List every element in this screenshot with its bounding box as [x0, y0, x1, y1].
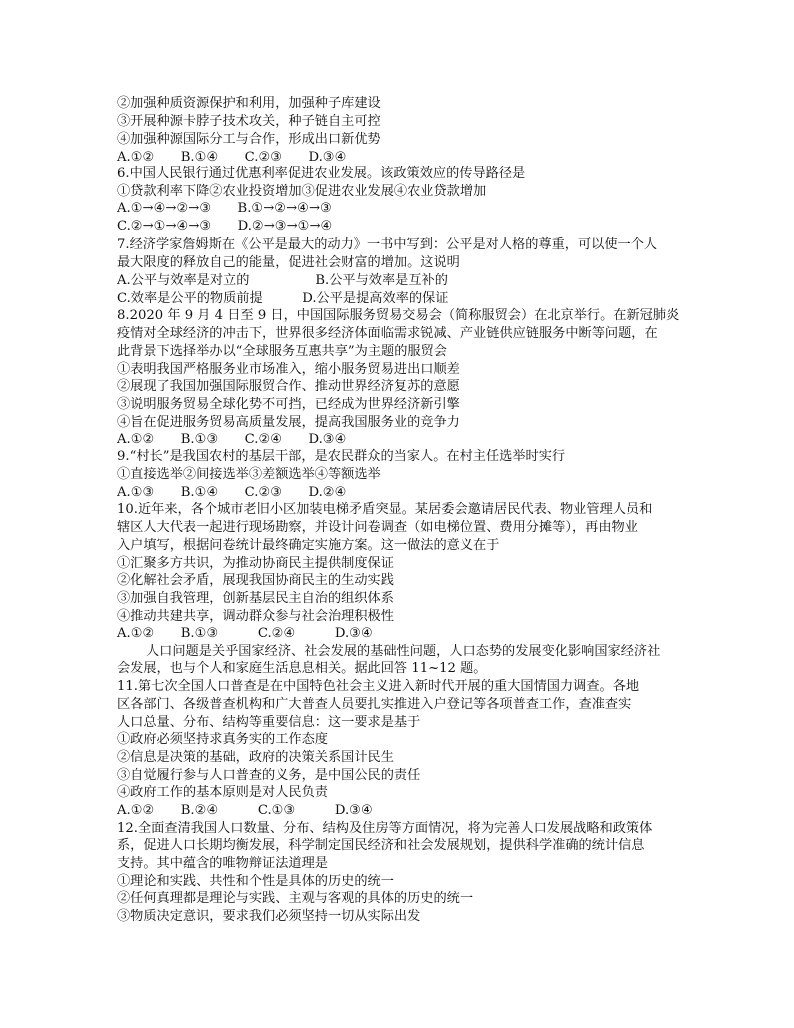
text-line: ②展现了我国加强国际服贸合作、推动世界经济复苏的意愿: [117, 379, 460, 394]
text-line: ③加强自我管理，创新基层民主自治的组织体系: [117, 591, 394, 606]
text-line: ②加强种质资源保护和利用，加强种子库建设: [117, 96, 381, 111]
text-line: ④加强种源国际分工与合作，形成出口新优势: [117, 132, 381, 147]
text-line: ④旨在促进服务贸易高质量发展，提高我国服务业的竞争力: [117, 415, 460, 430]
text-line: ①理论和实践、共性和个性是具体的历史的统一: [117, 874, 394, 889]
text-line: 辖区人大代表一起进行现场勘察，并设计问卷调查（如电梯位置、费用分摊等），再由物业: [117, 520, 638, 535]
text-line: 入户填写，根据问卷统计最终确定实施方案。这一做法的意义在于: [117, 538, 500, 553]
text-line: 人口总量、分布、结构等重要信息：这一要求是基于: [117, 715, 421, 730]
text-line: ②任何真理都是理论与实践、主观与客观的具体的历史的统一: [117, 891, 474, 906]
question-8: 8.2020 年 9 月 4 日至 9 日，中国国际服务贸易交易会（简称服贸会）在北京举行。在新冠肺炎: [117, 308, 680, 323]
answer-options: A.①→④→②→③ B.①→②→④→③: [117, 201, 332, 216]
text-line: ①贷款利率下降②农业投资增加③促进农业发展④农业贷款增加: [117, 184, 487, 199]
text-line: ④政府工作的基本原则是对人民负责: [117, 785, 328, 800]
answer-options: A.①② B.②④ C.①③ D.③④: [117, 803, 373, 818]
text-line: 系，促进人口长期均衡发展，科学制定国民经济和社会发展规划，提供科学准确的统计信息: [117, 838, 645, 853]
text-line: ②信息是决策的基础，政府的决策关系国计民生: [117, 750, 394, 765]
answer-options: C.效率是公平的物质前提 D.公平是提高效率的保证: [117, 291, 449, 306]
text-line: ①表明我国严格服务业市场准入，缩小服务贸易进出口顺差: [117, 362, 460, 377]
text-line: ③开展种源卡脖子技术攻关，种子链自主可控: [117, 114, 381, 129]
question-7: 7.经济学家詹姆斯在《公平是最大的动力》一书中写到：公平是对人格的尊重，可以使一个人: [117, 237, 658, 252]
answer-options: C.②→①→④→③ D.②→③→①→④: [117, 219, 333, 234]
text-line: 支持。其中蕴含的唯物辩证法道理是: [117, 856, 328, 871]
question-12: 12.全面查清我国人口数量、分布、结构及住房等方面情况，将为完善人口发展战略和政策体: [117, 821, 653, 836]
text-line: 区各部门、各级普查机构和广大普查人员要扎实推进入户登记等各项普查工作，查准查实: [117, 697, 632, 712]
text-line: ①政府必须坚持求真务实的工作态度: [117, 732, 328, 747]
answer-options: A.①② B.①③ C.②④ D.③④: [117, 432, 347, 447]
answer-options: A.①② B.①④ C.②③ D.③④: [117, 150, 347, 165]
passage-intro: 人口问题是关乎国家经济、社会发展的基础性问题，人口态势的发展变化影响国家经济社: [146, 644, 661, 659]
question-10: 10.近年来，各个城市老旧小区加装电梯矛盾突显。某居委会邀请居民代表、物业管理人员和: [117, 502, 653, 517]
text-line: ②化解社会矛盾，展现我国协商民主的生动实践: [117, 573, 394, 588]
question-9: 9.“村长”是我国农村的基层干部，是农民群众的当家人。在村主任选举时实行: [117, 449, 566, 464]
text-line: 会发展，也与个人和家庭生活息息相关。据此回答 11~12 题。: [117, 661, 487, 676]
text-line: ④推动共建共享，调动群众参与社会治理积极性: [117, 609, 394, 624]
question-6: 6.中国人民银行通过优惠利率促进农业发展。该政策效应的传导路径是: [117, 166, 526, 181]
text-line: 疫情对全球经济的冲击下，世界很多经济体面临需求锐减、产业链供应链服务中断等问题，在: [117, 326, 658, 341]
text-line: ③自觉履行参与人口普查的义务，是中国公民的责任: [117, 768, 421, 783]
text-line: 此背景下选择举办以“全球服务互惠共享”为主题的服贸会: [117, 344, 447, 359]
text-line: ①汇聚多方共识，为推动协商民主提供制度保证: [117, 556, 394, 571]
text-line: ③说明服务贸易全球化势不可挡，已经成为世界经济新引擎: [117, 397, 460, 412]
text-line: 最大限度的释放自己的能量，促进社会财富的增加。这说明: [117, 255, 460, 270]
answer-options: A.公平与效率是对立的 B.公平与效率是互补的: [117, 273, 448, 288]
question-11: 11.第七次全国人口普查是在中国特色社会主义进入新时代开展的重大国情国力调查。各地: [117, 679, 640, 694]
text-line: ①直接选举②间接选举③差额选举④等额选举: [117, 467, 381, 482]
answer-options: A.①③ B.①④ C.②③ D.②④: [117, 485, 347, 500]
text-line: ③物质决定意识，要求我们必须坚持一切从实际出发: [117, 909, 421, 924]
answer-options: A.①② B.①③ C.②④ D.③④: [117, 626, 373, 641]
